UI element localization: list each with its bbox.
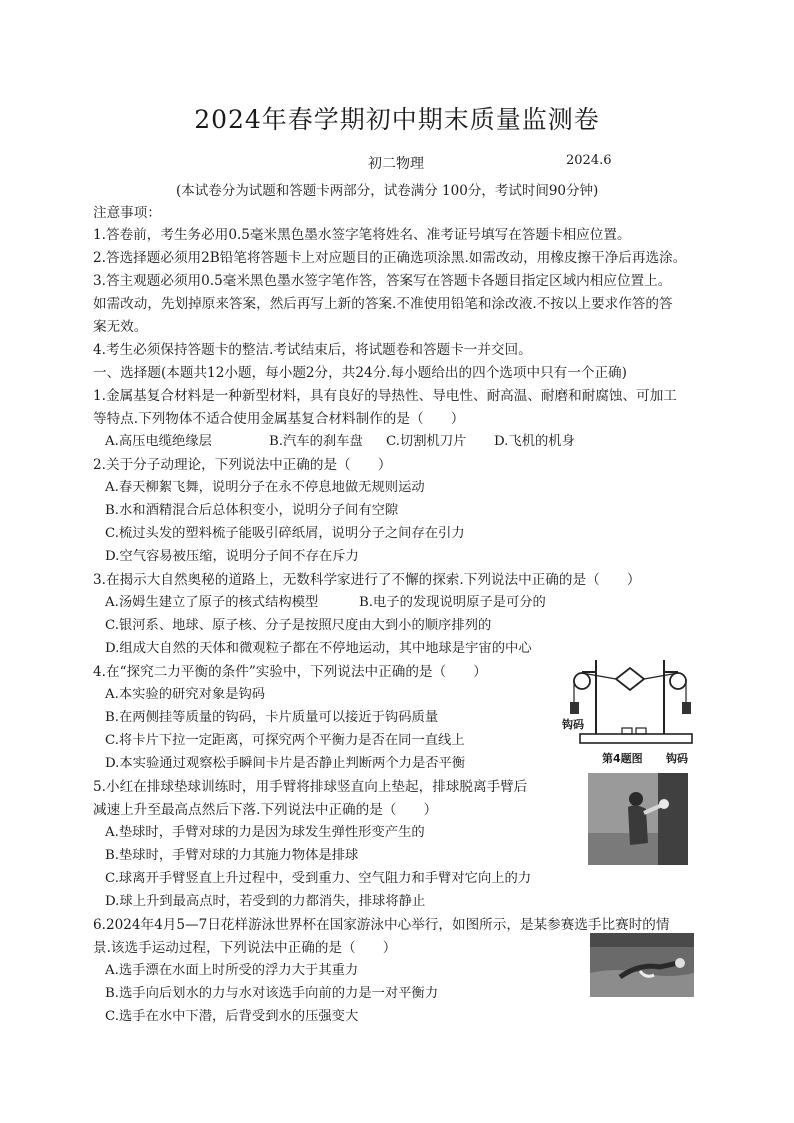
swimmer-photo [590,933,694,997]
notice-item: 案无效。 [93,319,148,335]
swimmer-photo-drawing [590,933,694,997]
option-c: C.选手在水中下潜，后背受到水的压强变大 [105,1009,359,1024]
option-d: D.球上升到最高点时，若受到的力都消失，排球将静止 [105,894,426,909]
pulley-apparatus-figure [562,650,700,768]
weight-label-left: 钩码 [562,718,584,731]
question-stem: 等特点.下列物体不适合使用金属基复合材料制作的是（ ） [93,411,465,427]
question-stem: 2.关于分子动理论，下列说法中正确的是（ ） [93,457,392,473]
notice-item: 3.答主观题必须用0.5毫米黑色墨水签字笔作答，答案写在答题卡各题目指定区域内相应位置上。 [93,273,672,289]
notice-heading: 注意事项： [93,205,161,221]
question-stem: 3.在揭示大自然奥秘的道路上，无数科学家进行了不懈的探索.下列说法中正确的是（ ） [93,572,641,588]
notice-item: 如需改动，先划掉原来答案，然后再写上新的答案.不准使用铅笔和涂改液.不按以上要求作答的答 [93,296,673,312]
option-a: A.选手漂在水面上时所受的浮力大于其重力 [105,963,359,978]
option-b: B.垫球时，手臂对球的力其施力物体是排球 [105,848,359,863]
question-stem: 减速上升至最高点然后下落.下列说法中正确的是（ ） [93,802,438,818]
option-c: C.梳过头发的塑料梳子能吸引碎纸屑，说明分子之间存在引力 [105,526,465,541]
exam-date: 2024.6 [566,153,612,168]
option-b: B.在两侧挂等质量的钩码，卡片质量可以接近于钩码质量 [105,710,439,725]
option-d: D.本实验通过观察松手瞬间卡片是否静止判断两个力是否平衡 [105,756,466,771]
option-a: A.垫球时，手臂对球的力是因为球发生弹性形变产生的 [105,825,425,840]
option-b: B.选手向后划水的力与水对该选手向前的力是一对平衡力 [105,986,439,1001]
exam-info-note: (本试卷分为试题和答题卡两部分，试卷满分 100分，考试时间90分钟) [176,183,599,199]
question-stem: 景.该选手运动过程，下列说法中正确的是（ ） [93,940,397,956]
notice-item: 1.答卷前，考生务必用0.5毫米黑色墨水签字笔将姓名、准考证号填写在答题卡相应位置。 [93,227,631,243]
option-d: D.飞机的机身 [494,434,575,449]
question-stem: 4.在“探究二力平衡的条件”实验中，下列说法中正确的是（ ） [93,664,487,680]
option-d: D.空气容易被压缩，说明分子间不存在斥力 [105,549,359,564]
option-c: C.将卡片下拉一定距离，可探究两个平衡力是否在同一直线上 [105,733,465,748]
option-b: B.电子的发现说明原子是可分的 [359,595,546,610]
option-a: A.本实验的研究对象是钩码 [105,687,266,702]
notice-item: 2.答选择题必须用2B铅笔将答题卡上对应题目的正确选项涂黑.如需改动，用橡皮擦干净后再选涂。 [93,250,687,266]
figure-caption: 第4题图 [602,752,643,765]
option-a: A.春天柳絮飞舞，说明分子在永不停息地做无规则运动 [105,480,425,495]
volleyball-photo [588,773,688,865]
weight-label-right: 钩码 [666,752,688,765]
question-stem: 1.金属基复合材料是一种新型材料，具有良好的导热性、导电性、耐高温、耐磨和耐腐蚀、可加工 [93,388,677,404]
option-d: D.组成大自然的天体和微观粒子都在不停地运动，其中地球是宇宙的中心 [105,641,532,656]
option-b: B.汽车的刹车盘 [269,434,363,449]
option-c: C.切割机刀片 [386,434,467,449]
option-c: C.银河系、地球、原子核、分子是按照尺度由大到小的顺序排列的 [105,618,492,633]
option-a: A.高压电缆绝缘层 [105,434,212,449]
option-a: A.汤姆生建立了原子的核式结构模型 [105,595,319,610]
volleyball-photo-drawing [588,773,688,865]
option-c: C.球离开手臂竖直上升过程中，受到重力、空气阻力和手臂对它向上的力 [105,871,532,886]
notice-item: 4.考生必须保持答题卡的整洁.考试结束后，将试题卷和答题卡一并交回。 [93,342,532,358]
subject-label: 初二物理 [368,156,424,172]
question-stem: 5.小红在排球垫球训练时，用手臂将排球竖直向上垫起，排球脱离手臂后 [93,779,528,795]
option-b: B.水和酒精混合后总体积变小，说明分子间有空隙 [105,503,399,518]
page-title: 2024年春学期初中期末质量监测卷 [194,105,600,134]
section-heading: 一、选择题(本题共12小题，每小题2分，共24分.每小题给出的四个选项中只有一个正确) [93,365,627,381]
question-stem: 6.2024年4月5—7日花样游泳世界杯在国家游泳中心举行，如图所示，是某参赛选手比赛时的情 [93,917,670,933]
